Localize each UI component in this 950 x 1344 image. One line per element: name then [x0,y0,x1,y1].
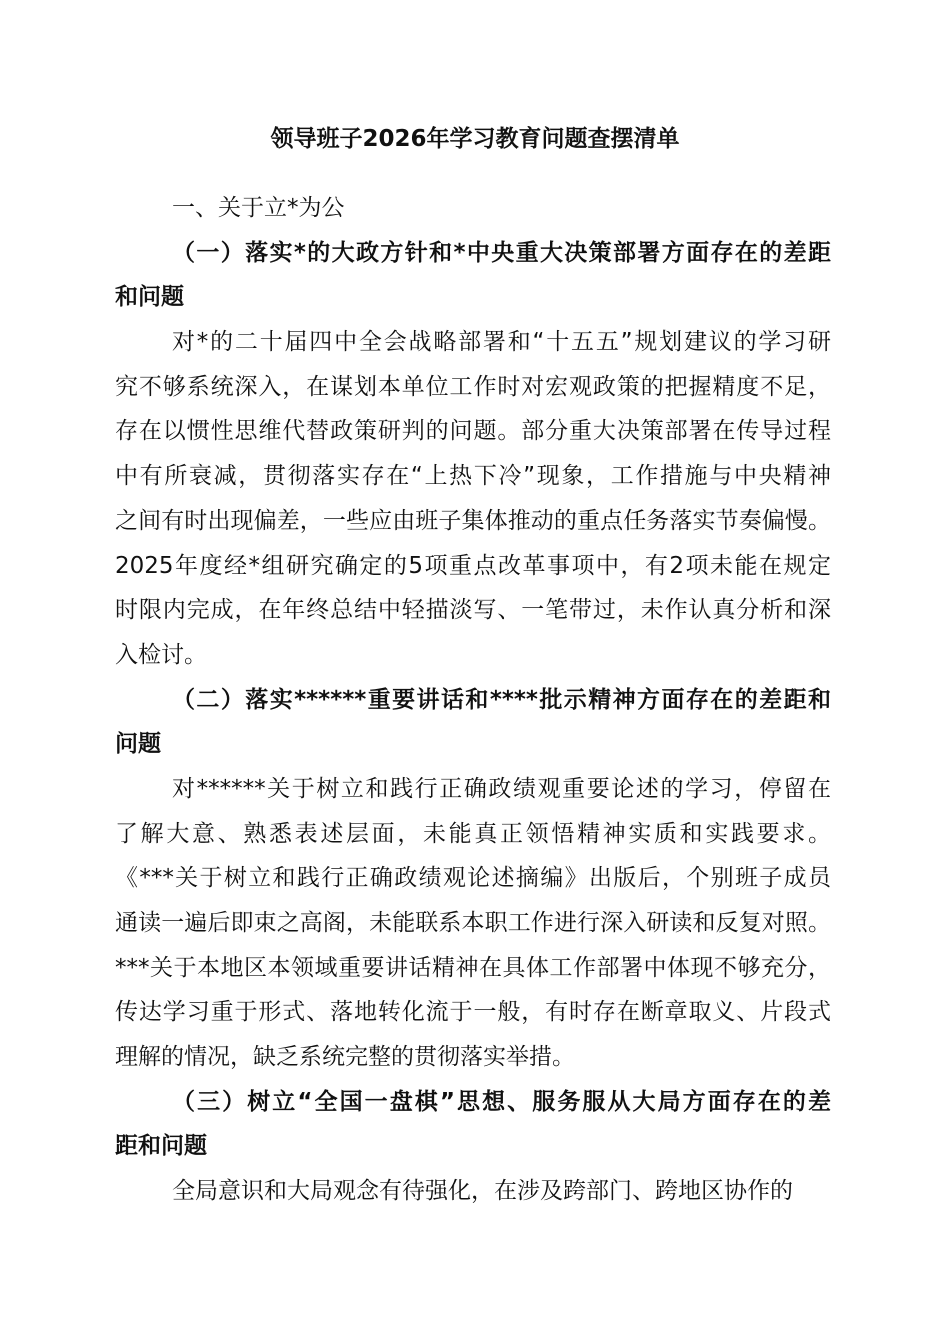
document-body [115,186,831,1214]
body-paragraph [115,320,831,678]
section-heading [115,186,831,231]
text-line: ***关于本地区本领域重要讲话精神在具体工作部署中体现不够充分， [115,954,831,981]
text-line: （一）落实*的大政方针和*中央重大决策部署方面存在的差距 [172,239,831,266]
text-line: 2025年度经*组研究确定的5项重点改革事项中，有2项未能在规定 [115,552,831,579]
text-line: 《***关于树立和践行正确政绩观论述摘编》出版后，个别班子成员 [115,865,831,892]
document-title: 领导班子2026年学习教育问题查摆清单 [270,126,680,152]
text-line: 对******关于树立和践行正确政绩观重要论述的学习，停留在 [172,775,831,802]
text-line: （三）树立“全国一盘棋”思想、服务服从大局方面存在的差 [172,1088,831,1115]
body-paragraph [115,767,831,1080]
text-line: 距和问题 [115,1133,207,1160]
subsection-heading [115,231,831,320]
text-line: 时限内完成，在年终总结中轻描淡写、一笔带过，未作认真分析和深 [115,597,831,624]
text-line: 中有所衰减，贯彻落实存在“上热下冷”现象，工作措施与中央精神 [115,463,831,490]
text-line: 存在以惯性思维代替政策研判的问题。部分重大决策部署在传导过程 [115,418,831,445]
text-line: 入检讨。 [115,641,207,668]
body-paragraph [115,1169,831,1214]
text-line: 和问题 [115,284,184,311]
text-line: （二）落实******重要讲话和****批示精神方面存在的差距和 [172,686,831,713]
text-line: 传达学习重于形式、落地转化流于一般，有时存在断章取义、片段式 [115,999,831,1026]
text-line: 问题 [115,731,161,758]
text-line: 了解大意、熟悉表述层面，未能真正领悟精神实质和实践要求。 [115,820,831,847]
text-line: 通读一遍后即束之高阁，未能联系本职工作进行深入研读和反复对照。 [115,910,831,936]
text-line: 理解的情况，缺乏系统完整的贯彻落实举措。 [115,1044,575,1071]
subsection-heading [115,678,831,767]
text-line: 之间有时出现偏差，一些应由班子集体推动的重点任务落实节奏偏慢。 [115,507,831,534]
subsection-heading [115,1080,831,1169]
text-line: 全局意识和大局观念有待强化，在涉及跨部门、跨地区协作的 [172,1178,793,1205]
text-line: 究不够系统深入，在谋划本单位工作时对宏观政策的把握精度不足， [115,373,831,400]
text-line: 对*的二十届四中全会战略部署和“十五五”规划建议的学习研 [172,329,831,356]
text-line: 一、关于立*为公 [172,195,345,221]
